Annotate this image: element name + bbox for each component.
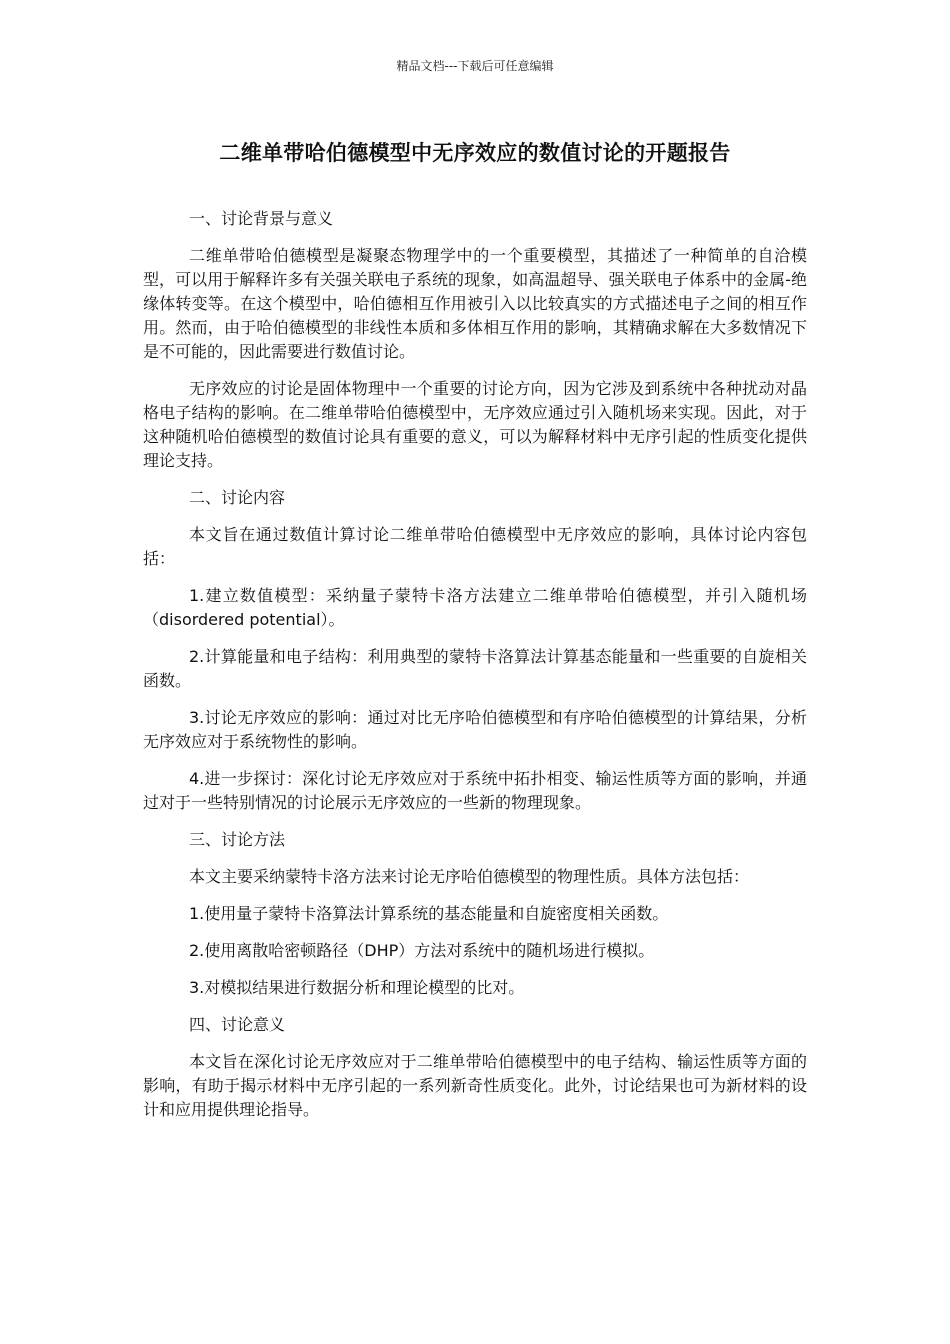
- document-title: 二维单带哈伯德模型中无序效应的数值讨论的开题报告: [219, 141, 731, 165]
- method-intro: 本文主要采纳蒙特卡洛方法来讨论无序哈伯德模型的物理性质。具体方法包括：: [189, 867, 750, 886]
- content-item-4: 4.进一步探讨：深化讨论无序效应对于系统中拓扑相变、输运性质等方面的影响，并通过对于一些特别情况的讨论展示无序效应的一些新的物理现象。: [143, 769, 807, 812]
- method-item-2: 2.使用离散哈密顿路径（DHP）方法对系统中的随机场进行模拟。: [189, 941, 655, 960]
- background-paragraph-2: 无序效应的讨论是固体物理中一个重要的讨论方向，因为它涉及到系统中各种扰动对晶格电子结构的影响。在二维单带哈伯德模型中，无序效应通过引入随机场来实现。因此，对于这种随机哈伯德模型的数值讨论具有重要的意义，可以为解释材料中无序引起的性质变化提供理论支持。: [143, 379, 807, 470]
- section-heading-method: 三、讨论方法: [189, 830, 286, 849]
- method-item-1: 1.使用量子蒙特卡洛算法计算系统的基态能量和自旋密度相关函数。: [189, 904, 669, 923]
- background-paragraph-1: 二维单带哈伯德模型是凝聚态物理学中的一个重要模型，其描述了一种简单的自洽模型，可以用于解释许多有关强关联电子系统的现象，如高温超导、强关联电子体系中的金属-绝缘体转变等。在这个模型中，哈伯德相互作用被引入以比较真实的方式描述电子之间的相互作用。然而，由于哈伯德模型的非线性本质和多体相互作用的影响，其精确求解在大多数情况下是不可能的，因此需要进行数值讨论。: [143, 246, 807, 361]
- section-heading-significance: 四、讨论意义: [189, 1015, 286, 1034]
- document-body: [143, 206, 807, 1135]
- content-item-1: 1.建立数值模型：采纳量子蒙特卡洛方法建立二维单带哈伯德模型，并引入随机场（disordered potential）。: [143, 586, 807, 629]
- content-item-2: 2.计算能量和电子结构：利用典型的蒙特卡洛算法计算基态能量和一些重要的自旋相关函数。: [143, 647, 807, 690]
- header-note: 精品文档---下载后可任意编辑: [396, 59, 554, 73]
- method-item-3: 3.对模拟结果进行数据分析和理论模型的比对。: [189, 978, 525, 997]
- section-heading-background: 一、讨论背景与意义: [189, 209, 334, 228]
- content-intro: 本文旨在通过数值计算讨论二维单带哈伯德模型中无序效应的影响，具体讨论内容包括：: [143, 525, 807, 568]
- section-heading-content: 二、讨论内容: [189, 488, 286, 507]
- significance-paragraph-1: 本文旨在深化讨论无序效应对于二维单带哈伯德模型中的电子结构、输运性质等方面的影响，有助于揭示材料中无序引起的一系列新奇性质变化。此外，讨论结果也可为新材料的设计和应用提供理论指导。: [143, 1052, 807, 1119]
- content-item-3: 3.讨论无序效应的影响：通过对比无序哈伯德模型和有序哈伯德模型的计算结果，分析无序效应对于系统物性的影响。: [143, 708, 807, 751]
